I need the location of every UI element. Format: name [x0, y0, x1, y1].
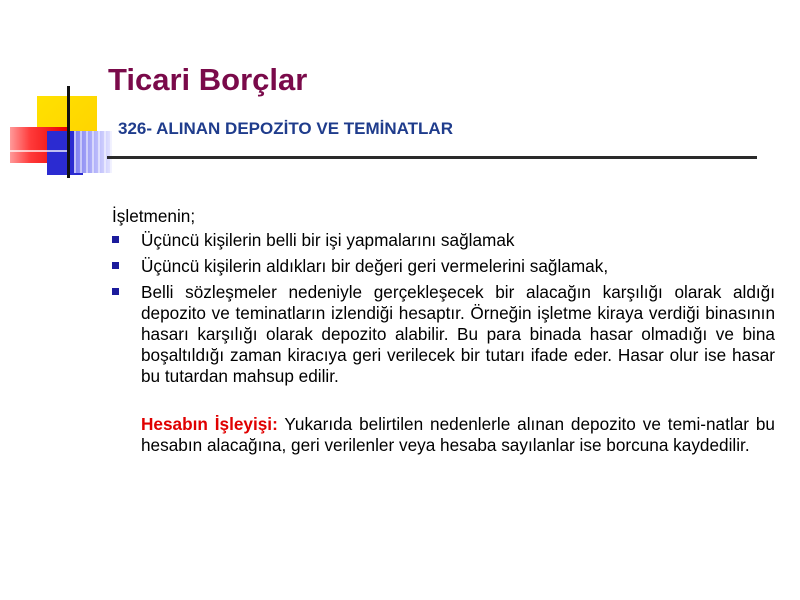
- bullet-text: Üçüncü kişilerin aldıkları bir değeri geri vermelerini sağlamak,: [141, 256, 609, 276]
- square-bullet-icon: [112, 288, 119, 295]
- list-item: [112, 230, 775, 251]
- logo-vertical-line: [67, 86, 70, 178]
- intro-text: İşletmenin;: [112, 206, 196, 226]
- lightblue-square-icon: [74, 131, 112, 173]
- bullet-text: Belli sözleşmeler nedeniyle gerçekleşecek bir alacağın karşılığı olarak aldığı depozito ve teminatların izlendiği hesaptır. Örneğin işletme kiraya verdiği binasının hasarı karşılığı olarak depozito alabilir. Bu para binada hasar olmadığı ve bina boşaltıldığı zaman kiracıya geri verilecek bir tutarı ifade eder. Hasar olur ise hasar bu tutardan mahsup edilir.: [141, 282, 775, 386]
- list-item: [112, 256, 775, 277]
- bullet-text: Üçüncü kişilerin belli bir işi yapmalarını sağlamak: [141, 230, 515, 250]
- slide-title: Ticari Borçlar: [108, 62, 308, 97]
- list-item: [112, 282, 775, 387]
- slide-body: [112, 206, 775, 456]
- account-process-paragraph: [141, 414, 775, 456]
- account-process-label: Hesabın İşleyişi:: [141, 414, 278, 434]
- square-bullet-icon: [112, 262, 119, 269]
- account-process-text: Yukarıda belirtilen nedenlerle alınan depozito ve temi-natlar bu hesabın alacağına, geri verilenler veya hesaba sayılanlar ise borcuna kaydedilir.: [141, 414, 775, 455]
- logo-highlight-line: [10, 150, 70, 152]
- title-divider: [107, 156, 757, 159]
- bullet-list: [112, 230, 775, 387]
- square-bullet-icon: [112, 236, 119, 243]
- slide-subtitle: 326- ALINAN DEPOZİTO VE TEMİNATLAR: [118, 119, 453, 138]
